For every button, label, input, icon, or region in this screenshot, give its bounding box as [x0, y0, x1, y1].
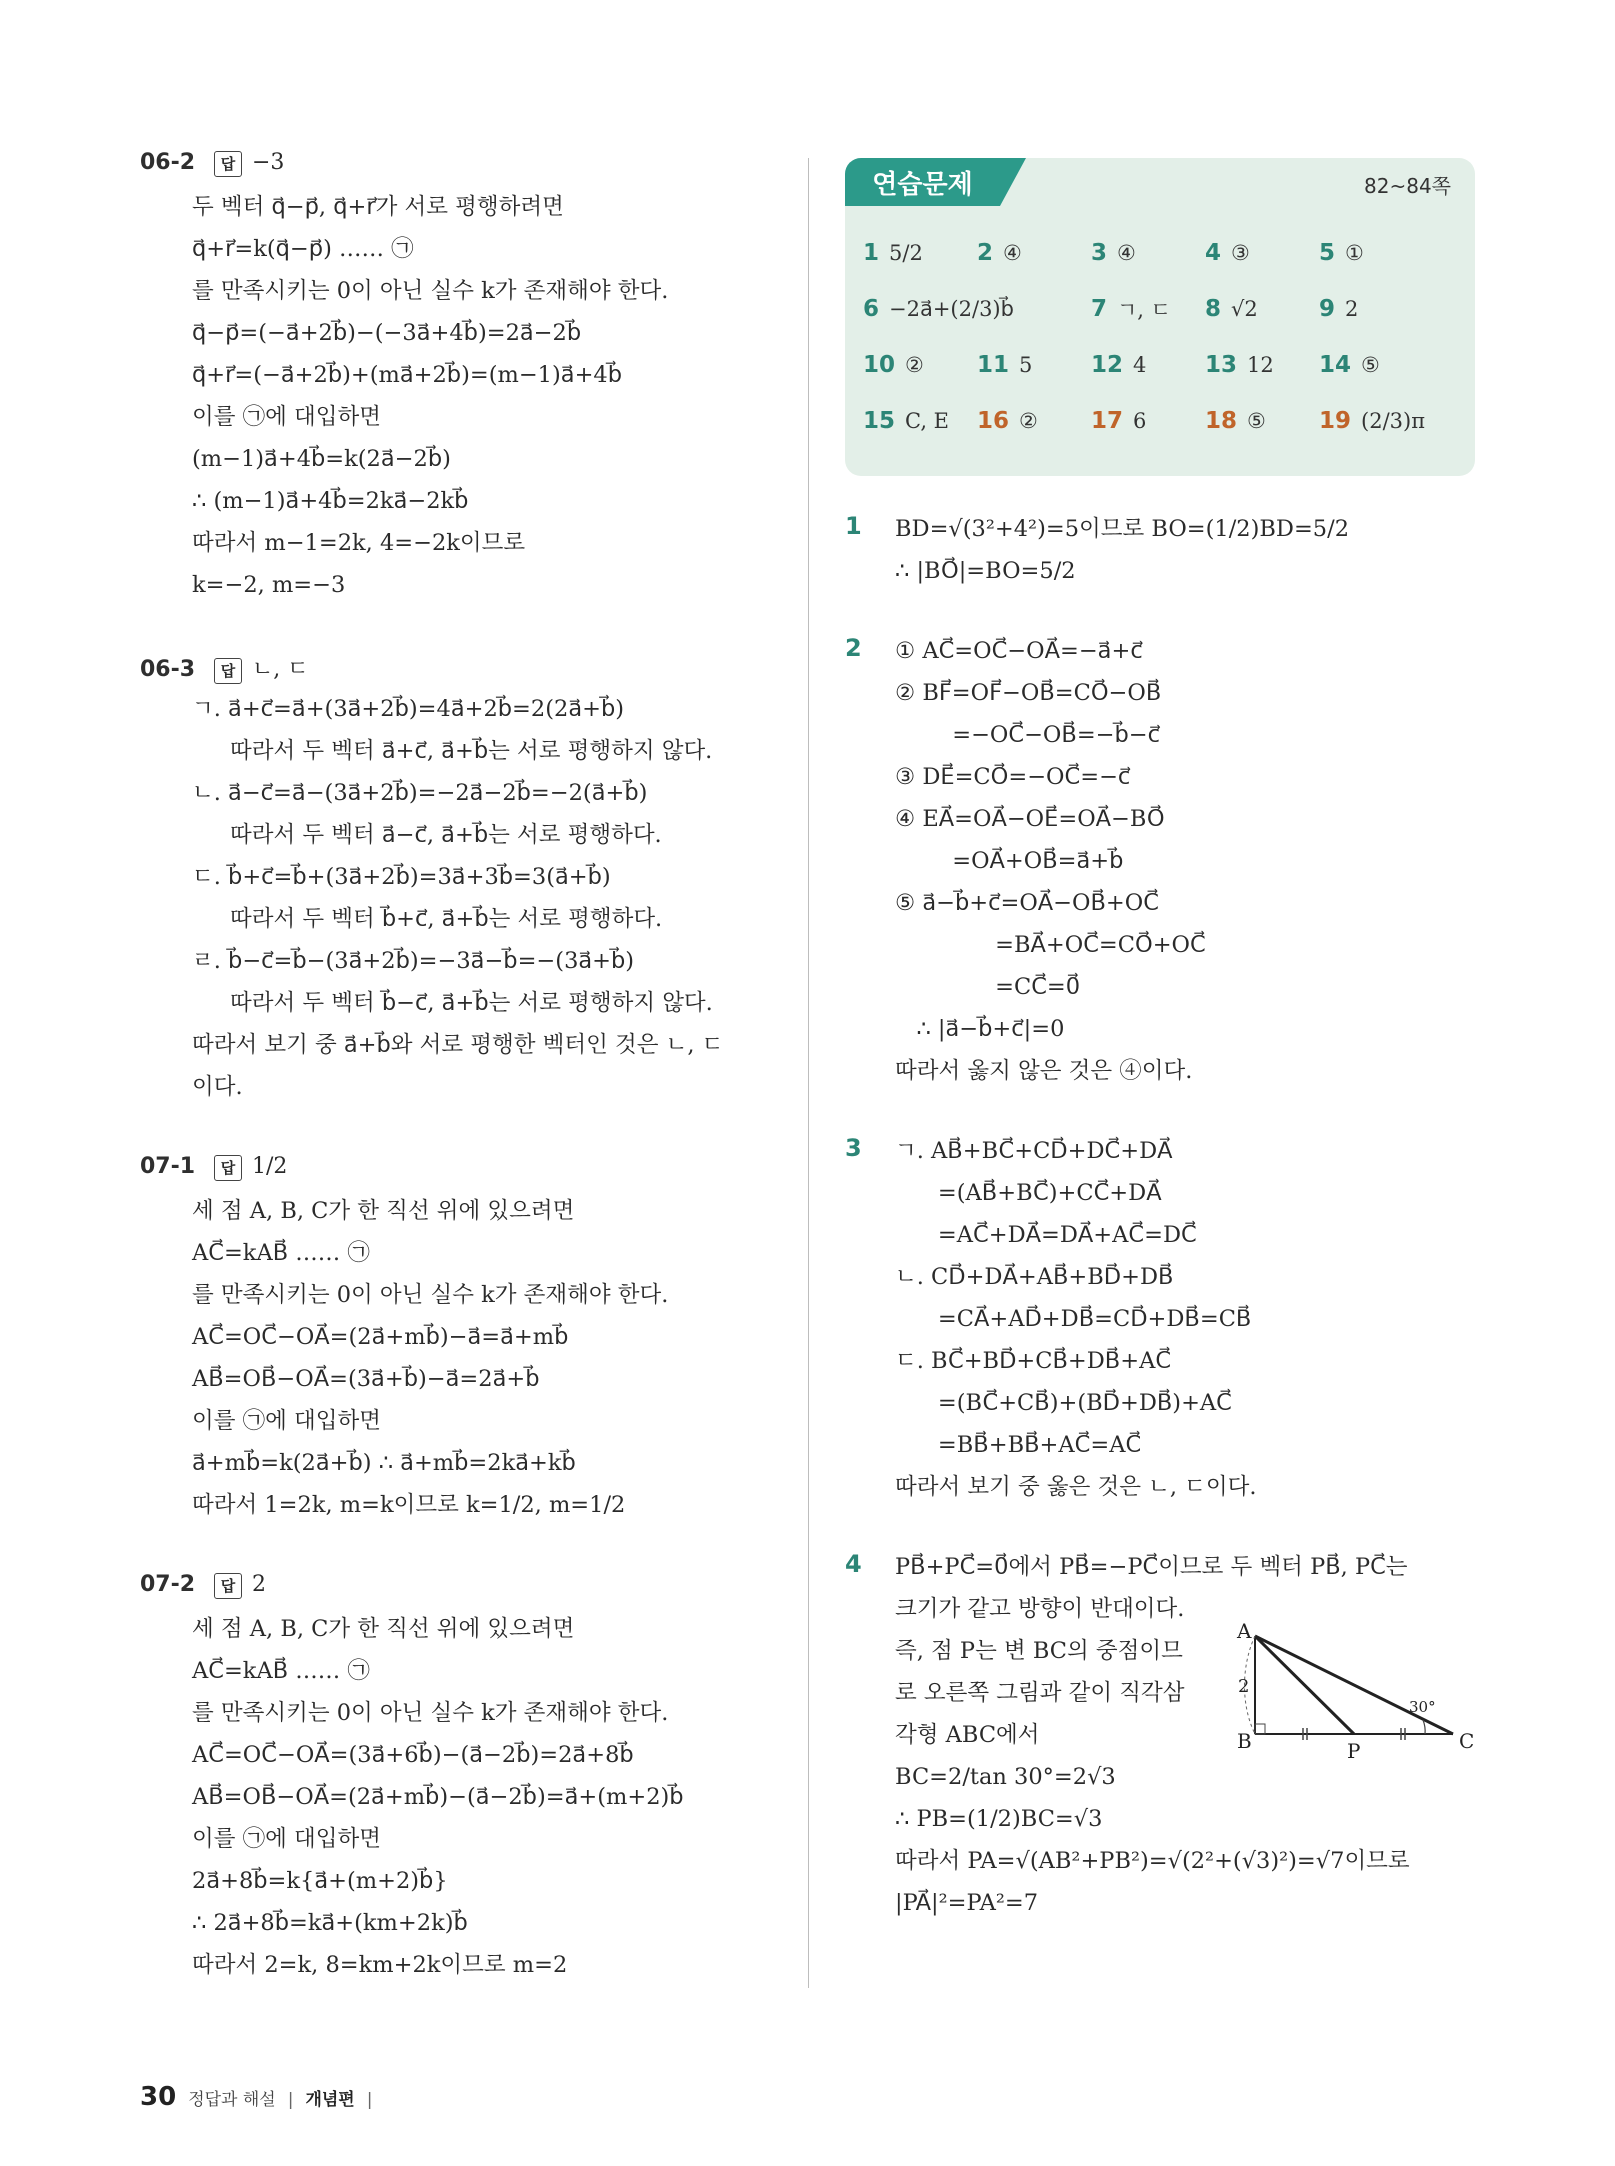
solution-line: 따라서 2=k, 8=km+2k이므로 m=2	[192, 1952, 568, 1978]
practice-value: ④	[1117, 241, 1136, 265]
practice-value: 5/2	[889, 241, 923, 265]
solution-line: 크기가 같고 방향이 반대이다.	[895, 1596, 1185, 1622]
footer-separator: |	[366, 2090, 373, 2110]
practice-value: √2	[1231, 297, 1258, 321]
practice-number: 8	[1205, 296, 1222, 322]
practice-answer	[1319, 236, 1429, 270]
answer-mark: 답	[214, 1155, 242, 1181]
practice-value: 12	[1247, 353, 1274, 377]
solution-line: 따라서 두 벡터 a⃗−c⃗, a⃗+b⃗는 서로 평행하다.	[230, 822, 662, 848]
practice-answer	[1319, 404, 1429, 438]
practice-number: 13	[1205, 352, 1238, 378]
practice-value: ②	[905, 353, 924, 377]
practice-value: ㄱ, ㄷ	[1117, 298, 1171, 322]
solution-line: q⃗+r⃗=k(q⃗−p⃗) …… ㉠	[192, 236, 414, 262]
solution-line: ㄷ. BC⃗+BD⃗+CB⃗+DB⃗+AC⃗	[895, 1348, 1172, 1374]
practice-number: 18	[1205, 408, 1238, 434]
practice-number: 3	[1091, 240, 1108, 266]
section-name: 개념편	[305, 2090, 355, 2110]
solution-number: 4	[845, 1550, 862, 1578]
practice-answer	[1205, 236, 1315, 270]
practice-value: ②	[1019, 409, 1038, 433]
solution-line: ∴ (m−1)a⃗+4b⃗=2ka⃗−2kb⃗	[192, 488, 469, 514]
practice-pages: 82~84쪽	[1364, 174, 1451, 198]
solution-line: 를 만족시키는 0이 아닌 실수 k가 존재해야 한다.	[192, 1282, 669, 1308]
label-angle: 30°	[1409, 1698, 1436, 1716]
practice-number: 10	[863, 352, 896, 378]
practice-answer	[863, 348, 973, 382]
solution-line: =OA⃗+OB⃗=a⃗+b⃗	[895, 848, 1124, 874]
solution-line: ㄱ. AB⃗+BC⃗+CD⃗+DC⃗+DA⃗	[895, 1138, 1173, 1164]
solution-line: (m−1)a⃗+4b⃗=k(2a⃗−2b⃗)	[192, 446, 451, 472]
label-b: B	[1237, 1729, 1252, 1753]
solution-line: 즉, 점 P는 변 BC의 중점이므	[895, 1638, 1183, 1664]
solution-line: 따라서 두 벡터 a⃗+c⃗, a⃗+b⃗는 서로 평행하지 않다.	[230, 738, 713, 764]
practice-answer	[1319, 348, 1429, 382]
practice-value: ⑤	[1361, 353, 1380, 377]
answer-value: ㄴ, ㄷ	[252, 657, 309, 682]
solution-line: 세 점 A, B, C가 한 직선 위에 있으려면	[192, 1616, 575, 1642]
practice-number: 12	[1091, 352, 1124, 378]
solution-line: 따라서 옳지 않은 것은 ④이다.	[895, 1058, 1193, 1084]
practice-answer-box	[845, 158, 1475, 476]
practice-answer	[977, 236, 1087, 270]
problem-07-2	[140, 1572, 780, 1986]
practice-answer	[1091, 348, 1201, 382]
practice-value: 4	[1133, 353, 1147, 377]
solution-line: ㄴ. CD⃗+DA⃗+AB⃗+BD⃗+DB⃗	[895, 1264, 1174, 1290]
practice-number: 2	[977, 240, 994, 266]
answer-value: 2	[252, 1572, 266, 1597]
practice-value: C, E	[905, 409, 950, 433]
solution-line: BD=√(3²+4²)=5이므로 BO=(1/2)BD=5/2	[895, 516, 1350, 542]
problem-06-2	[140, 150, 780, 606]
practice-answer-grid	[863, 236, 1463, 438]
solution-line: ∴ 2a⃗+8b⃗=ka⃗+(km+2k)b⃗	[192, 1910, 468, 1936]
practice-value: ④	[1003, 241, 1022, 265]
practice-value: ③	[1231, 241, 1250, 265]
solution-line: =AC⃗+DA⃗=DA⃗+AC⃗=DC⃗	[895, 1222, 1197, 1248]
practice-answer	[1205, 404, 1315, 438]
practice-number: 5	[1319, 240, 1336, 266]
practice-value: (2/3)π	[1361, 409, 1425, 433]
practice-answer	[977, 404, 1087, 438]
solution-line: AB⃗=OB⃗−OA⃗=(3a⃗+b⃗)−a⃗=2a⃗+b⃗	[192, 1366, 540, 1392]
problem-number: 07-2	[140, 1572, 196, 1597]
practice-number: 14	[1319, 352, 1352, 378]
solution-line: ∴ |a⃗−b⃗+c⃗|=0	[895, 1016, 1065, 1042]
solution-line: 따라서 두 벡터 b⃗+c⃗, a⃗+b⃗는 서로 평행하다.	[230, 906, 663, 932]
solution-number: 1	[845, 512, 862, 540]
solution-line: ㄴ. a⃗−c⃗=a⃗−(3a⃗+2b⃗)=−2a⃗−2b⃗=−2(a⃗+b⃗)	[192, 780, 648, 806]
solution-line: ㄷ. b⃗+c⃗=b⃗+(3a⃗+2b⃗)=3a⃗+3b⃗=3(a⃗+b⃗)	[192, 864, 611, 890]
practice-answer	[1091, 404, 1201, 438]
solution-line: BC=2/tan 30°=2√3	[895, 1764, 1116, 1790]
solution-line: 따라서 m−1=2k, 4=−2k이므로	[192, 530, 526, 556]
solution-line: 따라서 1=2k, m=k이므로 k=1/2, m=1/2	[192, 1492, 626, 1518]
practice-number: 11	[977, 352, 1010, 378]
solution-line: 이를 ㉠에 대입하면	[192, 1826, 381, 1852]
solution-line: =−OC⃗−OB⃗=−b⃗−c⃗	[895, 722, 1161, 748]
practice-answer	[1091, 292, 1201, 326]
solution-line: 이다.	[192, 1074, 243, 1100]
problem-07-1	[140, 1154, 780, 1526]
practice-answer	[863, 292, 1087, 326]
problem-06-3	[140, 652, 780, 1108]
left-column	[140, 150, 780, 2032]
solution-line: =CA⃗+AD⃗+DB⃗=CD⃗+DB⃗=CB⃗	[895, 1306, 1252, 1332]
practice-solution-2	[845, 630, 1485, 1092]
practice-value: 2	[1345, 297, 1359, 321]
practice-number: 19	[1319, 408, 1352, 434]
solution-line: AC⃗=OC⃗−OA⃗=(3a⃗+6b⃗)−(a⃗−2b⃗)=2a⃗+8b⃗	[192, 1742, 634, 1768]
solution-line: ∴ PB=(1/2)BC=√3	[895, 1806, 1103, 1832]
solution-line: 를 만족시키는 0이 아닌 실수 k가 존재해야 한다.	[192, 278, 669, 304]
solution-line: 이를 ㉠에 대입하면	[192, 1408, 381, 1434]
answer-mark: 답	[214, 1573, 242, 1599]
practice-number: 6	[863, 296, 880, 322]
solution-line: 따라서 두 벡터 b⃗−c⃗, a⃗+b⃗는 서로 평행하지 않다.	[230, 990, 713, 1016]
problem-number: 06-3	[140, 657, 196, 682]
solution-line: ㄱ. a⃗+c⃗=a⃗+(3a⃗+2b⃗)=4a⃗+2b⃗=2(2a⃗+b⃗)	[192, 696, 625, 722]
practice-value: 5	[1019, 353, 1033, 377]
page-footer	[140, 2082, 372, 2112]
practice-title: 연습문제	[845, 158, 1000, 206]
solution-line: a⃗+mb⃗=k(2a⃗+b⃗) ∴ a⃗+mb⃗=2ka⃗+kb⃗	[192, 1450, 576, 1476]
book-title: 정답과 해설	[188, 2090, 276, 2110]
solution-line: =(AB⃗+BC⃗)+CC⃗+DA⃗	[895, 1180, 1162, 1206]
practice-answer	[1205, 292, 1315, 326]
practice-value: ⑤	[1247, 409, 1266, 433]
solution-line: 를 만족시키는 0이 아닌 실수 k가 존재해야 한다.	[192, 1700, 669, 1726]
solution-line: ① AC⃗=OC⃗−OA⃗=−a⃗+c⃗	[895, 638, 1143, 664]
solution-line: AB⃗=OB⃗−OA⃗=(2a⃗+mb⃗)−(a⃗−2b⃗)=a⃗+(m+2)b⃗	[192, 1784, 684, 1810]
answer-mark: 답	[214, 658, 242, 684]
solution-line: AC⃗=OC⃗−OA⃗=(2a⃗+mb⃗)−a⃗=a⃗+mb⃗	[192, 1324, 569, 1350]
solution-line: k=−2, m=−3	[192, 572, 346, 598]
label-p: P	[1347, 1739, 1361, 1763]
practice-number: 4	[1205, 240, 1222, 266]
practice-answer	[1319, 292, 1429, 326]
answer-value: −3	[252, 150, 285, 175]
answer-mark: 답	[214, 151, 242, 177]
solution-line: 세 점 A, B, C가 한 직선 위에 있으려면	[192, 1198, 575, 1224]
solution-line: ④ EA⃗=OA⃗−OE⃗=OA⃗−BO⃗	[895, 806, 1165, 832]
practice-number: 9	[1319, 296, 1336, 322]
solution-line: 로 오른쪽 그림과 같이 직각삼	[895, 1680, 1185, 1706]
right-triangle-figure	[1235, 1616, 1485, 1766]
solution-line: |PA⃗|²=PA²=7	[895, 1890, 1039, 1916]
practice-number: 15	[863, 408, 896, 434]
solution-line: 따라서 PA=√(AB²+PB²)=√(2²+(√3)²)=√7이므로	[895, 1848, 1410, 1874]
footer-separator: |	[287, 2090, 294, 2110]
solution-number: 3	[845, 1134, 862, 1162]
right-column	[845, 158, 1485, 1962]
solution-line: =BB⃗+BB⃗+AC⃗=AC⃗	[895, 1432, 1142, 1458]
practice-solution-4	[845, 1546, 1485, 1924]
practice-number: 17	[1091, 408, 1124, 434]
column-divider	[808, 158, 809, 1988]
solution-line: 두 벡터 q⃗−p⃗, q⃗+r⃗가 서로 평행하려면	[192, 194, 564, 220]
page-number: 30	[140, 2082, 177, 2112]
solution-line: q⃗−p⃗=(−a⃗+2b⃗)−(−3a⃗+4b⃗)=2a⃗−2b⃗	[192, 320, 582, 346]
practice-number: 7	[1091, 296, 1108, 322]
practice-answer	[977, 348, 1087, 382]
practice-answer	[1091, 236, 1201, 270]
solution-line: =(BC⃗+CB⃗)+(BD⃗+DB⃗)+AC⃗	[895, 1390, 1232, 1416]
solution-line: 따라서 보기 중 옳은 것은 ㄴ, ㄷ이다.	[895, 1474, 1257, 1500]
practice-number: 16	[977, 408, 1010, 434]
solution-line: ② BF⃗=OF⃗−OB⃗=CO⃗−OB⃗	[895, 680, 1162, 706]
practice-solution-1	[845, 508, 1485, 592]
solution-line: AC⃗=kAB⃗ …… ㉠	[192, 1658, 370, 1684]
solution-line: =BA⃗+OC⃗=CO⃗+OC⃗	[895, 932, 1206, 958]
practice-answer	[1205, 348, 1315, 382]
solution-line: AC⃗=kAB⃗ …… ㉠	[192, 1240, 370, 1266]
solution-line: ③ DE⃗=CO⃗=−OC⃗=−c⃗	[895, 764, 1131, 790]
solution-line: 2a⃗+8b⃗=k{a⃗+(m+2)b⃗}	[192, 1868, 448, 1894]
problem-number: 07-1	[140, 1154, 196, 1179]
label-c: C	[1459, 1729, 1475, 1753]
practice-number: 1	[863, 240, 880, 266]
problem-number: 06-2	[140, 150, 196, 175]
practice-value: 6	[1133, 409, 1147, 433]
solution-line: 각형 ABC에서	[895, 1722, 1040, 1748]
practice-solution-3	[845, 1130, 1485, 1508]
label-a: A	[1237, 1619, 1252, 1643]
solution-line: 이를 ㉠에 대입하면	[192, 404, 381, 430]
practice-answer	[863, 404, 973, 438]
solution-line: PB⃗+PC⃗=0⃗에서 PB⃗=−PC⃗이므로 두 벡터 PB⃗, PC⃗는	[895, 1554, 1408, 1580]
practice-value: ①	[1345, 241, 1364, 265]
practice-value: −2a⃗+(2/3)b⃗	[889, 297, 1014, 321]
practice-answer	[863, 236, 973, 270]
solution-line: ⑤ a⃗−b⃗+c⃗=OA⃗−OB⃗+OC⃗	[895, 890, 1159, 916]
solution-line: 따라서 보기 중 a⃗+b⃗와 서로 평행한 벡터인 것은 ㄴ, ㄷ	[192, 1032, 724, 1058]
label-side-length: 2	[1238, 1676, 1250, 1697]
solution-line: ∴ |BO⃗|=BO=5/2	[895, 558, 1076, 584]
answer-value: 1/2	[252, 1154, 288, 1179]
solution-line: ㄹ. b⃗−c⃗=b⃗−(3a⃗+2b⃗)=−3a⃗−b⃗=−(3a⃗+b⃗)	[192, 948, 635, 974]
solution-number: 2	[845, 634, 862, 662]
solution-line: =CC⃗=0⃗	[895, 974, 1081, 1000]
practice-title-tab	[1000, 158, 1026, 206]
solution-line: q⃗+r⃗=(−a⃗+2b⃗)+(ma⃗+2b⃗)=(m−1)a⃗+4b⃗	[192, 362, 623, 388]
